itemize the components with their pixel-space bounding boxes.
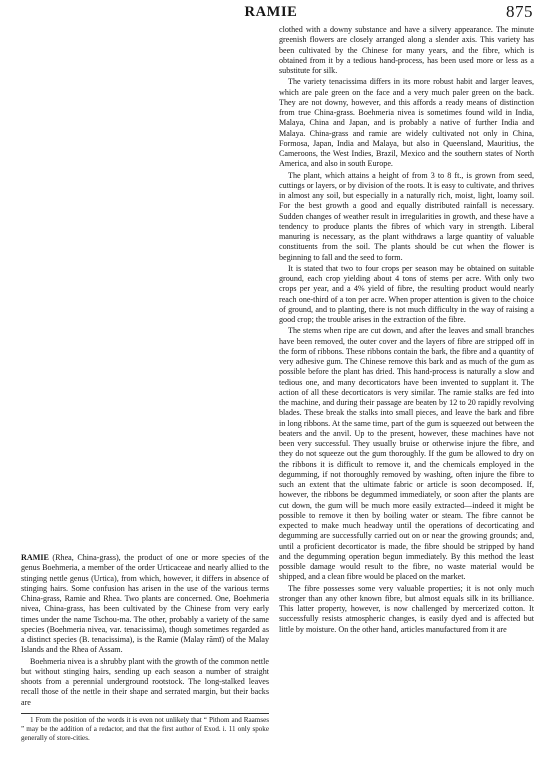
page-number: 875 <box>506 2 533 21</box>
running-head <box>0 2 542 24</box>
footnote: 1 From the position of the words it is even not unlikely that “ Pithom and Raamses ” may be the addition of a redactor, and that the first author of Exod. i. 11 only spoke generally of store-cities. <box>21 715 269 742</box>
footnote-rule <box>21 713 269 714</box>
body-paragraph: Boehmeria nivea is a shrubby plant with the growth of the common nettle but without stinging hairs, sending up each season a number of straight shoots from a perennial underground rootstock. The long-stalked leaves recall those of the nettle in their shape and serrated margin, but their backs are <box>21 656 269 707</box>
body-paragraph: The plant, which attains a height of from 3 to 8 ft., is grown from seed, cuttings or layers, or by division of the roots. It is easy to cultivate, and thrives in almost any soil, but especially in a naturally rich, moist, light, loamy soil. For the best growth a good and equally distributed rainfall is necessary. Sudden changes of weather result in irregularities in growth, and these have a tendency to produce plants the fibres of which vary in strength. Liberal manuring is necessary, as the plant withdraws a large quantity of valuable constituents from the soil. The plants should be cut when the flower is beginning to fall and the seed to form. <box>279 170 534 262</box>
left-column <box>21 553 269 743</box>
body-paragraph: The variety tenacissima differs in its more robust habit and larger leaves, which are pale green on the face and a very much paler green on the back. They are not downy, however, and this affords a ready means of distinction from true China-grass. Boehmeria nivea is sometimes found wild in India, Malaya, China and Japan, and is probably a native of further India and Malaya. China-grass and ramie are widely cultivated not only in China, Formosa, Japan, India and Malaya, but also in Queensland, Mauritius, the Cameroons, the West Indies, Brazil, Mexico and the southern states of North America, and also in south Europe. <box>279 77 534 169</box>
body-paragraph: The fibre possesses some very valuable properties; it is not only much stronger than any other known fibre, but almost equals silk in its brilliance. This latter property, however, is now challenged by mercerized cotton. It successfully resists atmospheric changes, is easily dyed and is affected but little by moisture. On the other hand, articles manufactured from it are <box>279 583 534 634</box>
entry-headword: RAMIE <box>21 553 49 562</box>
entry-text: (Rhea, China-grass), the product of one or more species of the genus Boehmeria, a member of the order Urticaceae and nearly allied to the stinging nettle genus (Urtica), from which, however, it differs in absence of stinging hairs. Some confusion has arisen in the use of the various terms China-grass, Ramie and Rhea. Two plants are concerned. One, Boehmeria nivea, China-grass, has been cultivated by the Chinese from very early times under the name Tschou-ma. The other, probably a variety of the same species (Boehmeria nivea, var. tenacissima), though sometimes regarded as a distinct species (B. tenacissima), is the Ramie (Malay rāmī) of the Malay Islands and the Rhea of Assam. <box>21 553 269 655</box>
running-head-title: RAMIE <box>244 4 298 20</box>
body-paragraph: clothed with a downy substance and have a silvery appearance. The minute greenish flowers are closely arranged along a slender axis. This variety has been cultivated by the Chinese for many years, and the fibre, which is obtained from it by a tedious hand-process, has been used more or less as a substitute for silk. <box>279 25 534 75</box>
right-column <box>279 25 534 635</box>
entry-paragraph <box>21 553 269 656</box>
body-paragraph: The stems when ripe are cut down, and after the leaves and small branches have been removed, the outer cover and the layers of fibre are stripped off in the form of ribbons. These ribbons contain the bark, the fibre and a quantity of very adhesive gum. The Chinese remove this bark and as much of the gum as possible before the plant has dried. This hand-process is naturally a slow and tedious one, and many decorticators have been invented to supplant it. The action of all these decorticators is very similar. The ramie stalks are fed into the machine, and during their passage are beaten by 12 to 20 rapidly revolving blades. These break the stalks into small pieces, and leave the bark and fibre in long ribbons. At the same time, part of the gum is squeezed out between the beaters and the anvil. Up to the present, however, these machines have not been very successful. They usually bruise or otherwise injure the fibre, and they do not squeeze out the gum thoroughly. If the gum be allowed to dry on the ribbons it is difficult to remove it, and the chemicals employed in the degumming, if not thoroughly removed by washing, often injure the fibre to such an extent that the ultimate fabric or article is soon decomposed. If, however, the ribbons be degummed immediately, or soon after the plants are cut down, the gum will be much more easily extracted—indeed it might be possible to remove it then by boiling water or steam. The fibre cannot be expected to make much headway until the operations of decorticating and degumming are successfully carried out on or near the growing grounds; and, until a proficient decorticator is made, the fibre should be stripped by hand and the degumming operation begun immediately. By this method the least possible damage would result to the fibre, no waste material would be shipped, and a clean fibre would be placed on the market. <box>279 326 534 582</box>
body-paragraph: It is stated that two to four crops per season may be obtained on suitable ground, each crop yielding about 4 tons of stems per acre. With only two crops per year, and a 4% yield of fibre, the resulting product would nearly reach one-third of a ton per acre. When proper attention is given to the choice of ground, and to planting, there is not much difficulty in the way of raising a good crop; the trouble arises in the extraction of the fibre. <box>279 263 534 324</box>
